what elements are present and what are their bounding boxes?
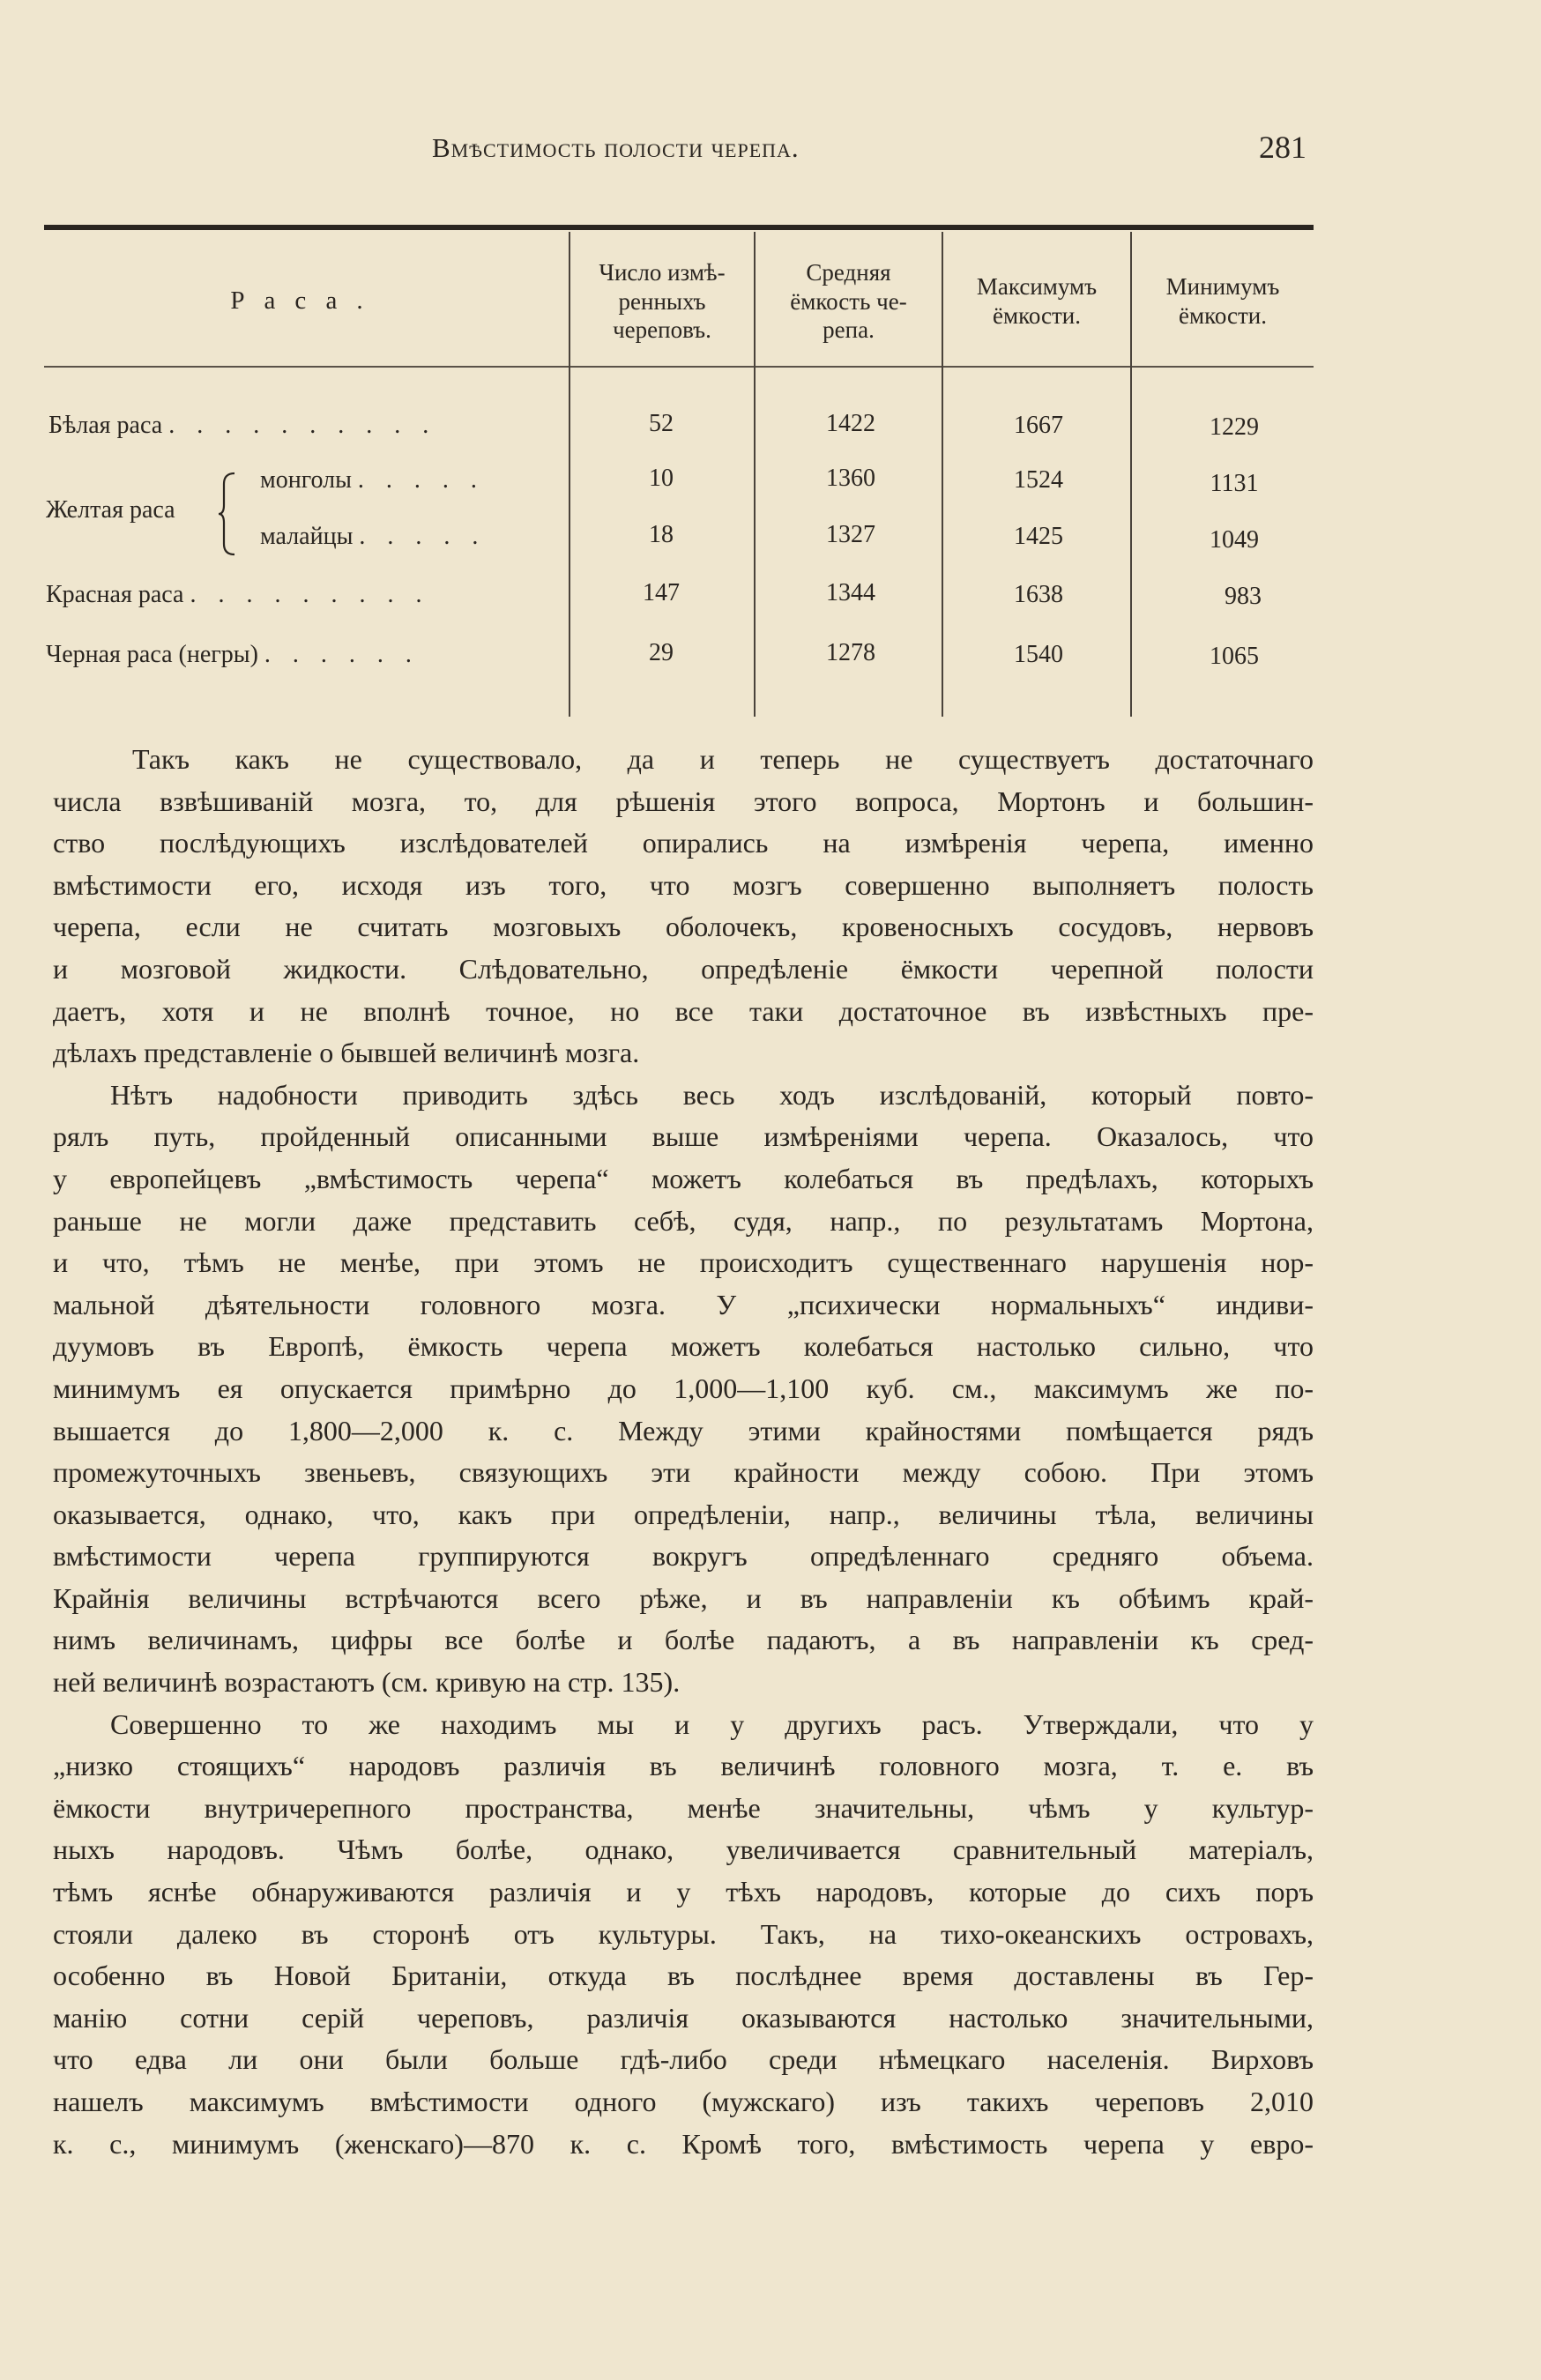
text-line: раньше не могли даже представить себѣ, судя, напр., по результатамъ Мортона, bbox=[53, 1204, 1314, 1237]
text-line: ней величинѣ возрастаютъ (см. кривую на стр. 135). bbox=[53, 1666, 681, 1699]
header-maximum: Максимумъ ёмкости. bbox=[976, 273, 1098, 329]
row-leader: . . . . . bbox=[357, 466, 485, 494]
group-label: Желтая раса bbox=[46, 496, 175, 524]
row-leader: . . . . . bbox=[359, 523, 487, 550]
text-line: манію сотни серій череповъ, различія оказываются настолько значительными, bbox=[53, 2001, 1314, 2034]
table-top-rule bbox=[44, 225, 1314, 230]
text-line: к. с., минимумъ (женскаго)—870 к. с. Кромѣ того, вмѣстимость черепа у евро- bbox=[53, 2127, 1314, 2160]
table-cell: 52 bbox=[649, 410, 674, 437]
text-line: дуумовъ въ Европѣ, ёмкость черепа можетъ колебаться настолько сильно, что bbox=[53, 1330, 1314, 1363]
table-row-label bbox=[48, 412, 436, 440]
row-leader: . . . . . . . . . . bbox=[168, 412, 437, 439]
table-row-label bbox=[260, 466, 485, 495]
table-cell: 1065 bbox=[1210, 643, 1259, 670]
text-line: вмѣстимости черепа группируются вокругъ опредѣленнаго средняго объема. bbox=[53, 1540, 1314, 1573]
table-cell: 1638 bbox=[1014, 581, 1063, 608]
text-line: особенно въ Новой Британіи, откуда въ послѣднее время доставлены въ Гер- bbox=[53, 1960, 1314, 1992]
text-line: нашелъ максимумъ вмѣстимости одного (мужскаго) изъ такихъ череповъ 2,010 bbox=[53, 2086, 1314, 2117]
header-race: Раса. bbox=[230, 286, 383, 316]
table-cell: 1049 bbox=[1210, 526, 1259, 554]
text-line: Совершенно то же находимъ мы и у другихъ расъ. Утверждали, что у bbox=[110, 1707, 1314, 1740]
row-label-text: монголы bbox=[260, 466, 352, 494]
text-line: Нѣтъ надобности приводить здѣсь весь ходъ изслѣдованій, который повто- bbox=[110, 1078, 1314, 1111]
row-label-text: Красная раса bbox=[46, 581, 184, 608]
table-cell: 1278 bbox=[826, 639, 875, 666]
row-leader: . . . . . . bbox=[264, 641, 420, 668]
table-row-label bbox=[46, 581, 429, 609]
text-line: у европейцевъ „вмѣстимость черепа“ можетъ колебаться въ предѣлахъ, которыхъ bbox=[53, 1162, 1314, 1194]
text-line: рялъ путь, пройденный описанными выше измѣреніями черепа. Оказалось, что bbox=[53, 1120, 1314, 1153]
body-text bbox=[53, 739, 1314, 2165]
table-cell: 1360 bbox=[826, 465, 875, 492]
text-line: тѣмъ яснѣе обнаруживаются различія и у тѣхъ народовъ, которые до сихъ поръ bbox=[53, 1876, 1314, 1908]
header-average: Средняя ёмкость че- репа. bbox=[790, 258, 907, 344]
text-line: оказывается, однако, что, какъ при опредѣленіи, напр., величины тѣла, величины bbox=[53, 1498, 1314, 1530]
table-row-label bbox=[46, 641, 420, 669]
text-line: дѣлахъ представленіе о бывшей величинѣ мозга. bbox=[53, 1037, 640, 1069]
running-head bbox=[0, 123, 1541, 176]
table-cell: 1131 bbox=[1210, 470, 1259, 497]
table-cell: 983 bbox=[1225, 583, 1262, 610]
text-line: что едва ли они были больше гдѣ-либо среди нѣмецкаго населенія. Вирховъ bbox=[53, 2043, 1314, 2076]
text-line: ёмкости внутричерепного пространства, менѣе значительны, чѣмъ у культур- bbox=[53, 1791, 1314, 1824]
table-header-rule bbox=[44, 366, 1314, 368]
brace-icon bbox=[217, 472, 236, 556]
text-line: мальной дѣятельности головного мозга. У „психически нормальныхъ“ индиви- bbox=[53, 1288, 1314, 1320]
text-line: вышается до 1,800—2,000 к. с. Между этими крайностями помѣщается рядъ bbox=[53, 1414, 1314, 1447]
row-label-text: Черная раса (негры) bbox=[46, 641, 258, 668]
text-line: стояли далеко въ сторонѣ отъ культуры. Такъ, на тихо-океанскихъ островахъ, bbox=[53, 1917, 1314, 1950]
table-cell: 18 bbox=[649, 521, 674, 548]
row-label-text: Бѣлая раса bbox=[48, 412, 163, 439]
header-minimum: Минимумъ ёмкости. bbox=[1165, 273, 1280, 329]
table-cell: 29 bbox=[649, 639, 674, 666]
text-line: вмѣстимости его, исходя изъ того, что мозгъ совершенно выполняетъ полость bbox=[53, 868, 1314, 901]
table-cell: 10 bbox=[649, 465, 674, 492]
running-title: Вмѣстимость полости черепа. bbox=[432, 132, 800, 163]
text-line: даетъ, хотя и не вполнѣ точное, но все таки достаточное въ извѣстныхъ пре- bbox=[53, 994, 1314, 1027]
table-cell: 1524 bbox=[1014, 466, 1063, 494]
text-line: ныхъ народовъ. Чѣмъ болѣе, однако, увеличивается сравнительный матеріалъ, bbox=[53, 1833, 1314, 1866]
text-line: и что, тѣмъ не менѣе, при этомъ не происходитъ существеннаго нарушенія нор- bbox=[53, 1246, 1314, 1279]
text-line: Крайнія величины встрѣчаются всего рѣже, и въ направленіи къ обѣимъ край- bbox=[53, 1581, 1314, 1614]
table-cell: 1229 bbox=[1210, 413, 1259, 441]
table-cell: 1327 bbox=[826, 521, 875, 548]
table-cell: 1344 bbox=[826, 579, 875, 606]
table-cell: 147 bbox=[643, 579, 680, 606]
text-line: числа взвѣшиваній мозга, то, для рѣшенія этого вопроса, Мортонъ и большин- bbox=[53, 785, 1314, 817]
header-count: Число измѣ- ренныхъ черeповъ. bbox=[599, 258, 726, 344]
text-line: минимумъ ея опускается примѣрно до 1,000—1,100 куб. см., максимумъ же по- bbox=[53, 1372, 1314, 1404]
text-line: Такъ какъ не существовало, да и теперь не существуетъ достаточнаго bbox=[132, 743, 1314, 775]
table-cell: 1540 bbox=[1014, 641, 1063, 668]
text-line: „низко стоящихъ“ народовъ различія въ величинѣ головного мозга, т. е. въ bbox=[53, 1750, 1314, 1782]
text-line: и мозговой жидкости. Слѣдовательно, опредѣленіе ёмкости черепной полости bbox=[53, 952, 1314, 985]
text-line: нимъ величинамъ, цифры все болѣе и болѣе падаютъ, а въ направленіи къ сред- bbox=[53, 1624, 1314, 1656]
row-label-text: малайцы bbox=[260, 523, 354, 550]
table-cell: 1667 bbox=[1014, 412, 1063, 439]
page-number: 281 bbox=[1259, 130, 1306, 165]
cranial-capacity-table bbox=[44, 225, 1314, 718]
table-cell: 1425 bbox=[1014, 523, 1063, 550]
row-leader: . . . . . . . . . bbox=[190, 581, 430, 608]
text-line: промежуточныхъ звеньевъ, связующихъ эти крайности между собою. При этомъ bbox=[53, 1456, 1314, 1489]
text-line: ство послѣдующихъ изслѣдователей опирались на измѣренія черепа, именно bbox=[53, 827, 1314, 859]
table-row-label bbox=[260, 523, 486, 551]
table-cell: 1422 bbox=[826, 410, 875, 437]
text-line: черепа, если не считать мозговыхъ оболочекъ, кровеносныхъ сосудовъ, нервовъ bbox=[53, 911, 1314, 943]
